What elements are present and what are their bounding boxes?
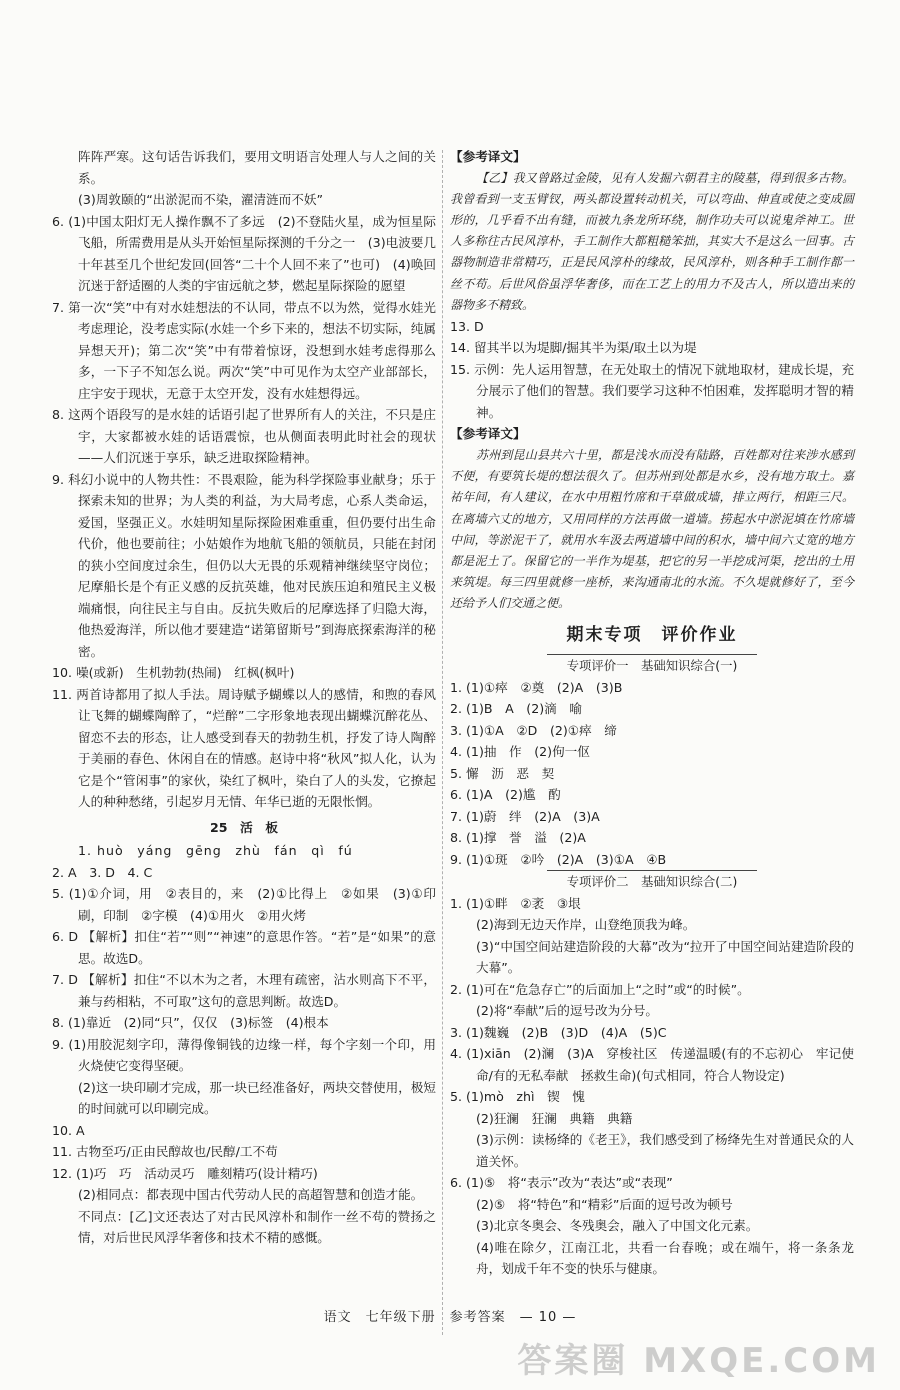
answer-subitem: (3)“中国空间站建造阶段的大幕”改为“拉开了中国空间站建造阶段的大幕”。 xyxy=(476,938,854,976)
answer-subitem: (2)这一块印刷才完成，那一块已经准备好，两块交替使用，极短的时间就可以印刷完成。 xyxy=(78,1079,436,1116)
answer-item: 2. A 3. D 4. C xyxy=(52,864,153,880)
answer-item: 2. (1)可在“危急存亡”的后面加上“之时”或“的时候”。 xyxy=(450,981,750,997)
answer-item: 11. 古物至巧/正由民醇故也/民醇/工不苟 xyxy=(52,1144,278,1159)
answer-item: 8. (1)靠近 (2)同“只”，仅仅 (3)标签 (4)根本 xyxy=(52,1015,329,1030)
right-column xyxy=(450,146,854,1280)
answer-item: 6. (1)⑤ 将“表示”改为“表达”或“表现” xyxy=(450,1175,673,1191)
answer-subitem: (3)周敦颐的“出淤泥而不染，濯清涟而不妖” xyxy=(78,192,323,207)
answer-item: 3. (1)魏巍 (2)B (3)D (4)A (5)C xyxy=(450,1024,667,1040)
answer-subitem: 不同点：[乙]文还表达了对古民风淳朴和制作一丝不苟的赞扬之情，对后世民风浮华奢侈和技术不精的感慨。 xyxy=(78,1208,436,1245)
pinyin-line: 1. huò yáng gēng zhù fán qì fú xyxy=(78,843,353,858)
translation-heading: 【参考译文】 xyxy=(450,426,526,442)
section-subtitle-text: 专项评价一 基础知识综合(一) xyxy=(547,654,758,677)
section-subtitle xyxy=(450,654,854,677)
answer-subitem: (2)⑤ 将“特色”和“精彩”后面的逗号改为顿号 xyxy=(476,1196,733,1212)
answer-subitem: (4)唯在除夕，江南江北，共看一台春晚；或在端午，将一条条龙舟，划成千年不变的快乐与健康。 xyxy=(476,1239,854,1277)
answer-item: 2. (1)B A (2)滴 喻 xyxy=(450,701,582,717)
answer-subitem: (2)狂澜 狂澜 典籍 典籍 xyxy=(476,1110,633,1126)
answer-item: 6. (1)中国太阳灯无人操作飘不了多远 (2)不登陆火星，成为恒星际飞船，所需费用是从头开始恒星际探测的千分之一 (3)电波要几十年甚至几个世纪发回(回答“二十个人回不来了”也可) (4)唤回沉迷于舒适圈的人类的宇宙远航之梦，燃起星际探险的愿望 xyxy=(52,213,436,293)
answer-item: 15. 示例：先人运用智慧，在无处取土的情况下就地取材，建成长堤，充分展示了他们的智慧。我们要学习这种不怕困难，发挥聪明才智的精神。 xyxy=(450,361,854,420)
answer-subitem: (2)将“奉献”后的逗号改为分号。 xyxy=(476,1003,659,1019)
answer-subitem: (3)北京冬奥会、冬残奥会，融入了中国文化元素。 xyxy=(476,1218,759,1234)
watermark-logo: 答案圈 MXQE.COM xyxy=(517,1341,880,1381)
answer-item: 3. (1)①A ②D (2)①瘁 缔 xyxy=(450,722,617,738)
answer-item: 9. (1)①斑 ②吟 (2)A (3)①A ④B xyxy=(450,851,667,867)
answer-item: 5. (1)①介词，用 ②表目的，来 (2)①比得上 ②如果 (3)①印刷，印制 ②字模 (4)①用火 ②用火烤 xyxy=(52,886,436,923)
chapter-title: 25 活 板 xyxy=(210,819,278,835)
translation-paragraph: 苏州到昆山县共六十里，都是浅水而没有陆路，百姓都对往来涉水感到不便，有要筑长堤的想法很久了。但苏州到处都是水乡，没有地方取土。嘉祐年间，有人建议，在水中用粗竹席和干草做成墙，排立两行，相距三尺。在离墙六丈的地方，又用同样的方法再做一道墙。捞起水中淤泥填在竹席墙中间，等淤泥干了，就用水车汲去两道墙中间的积水，墙中间六丈宽的地方都是泥土了。保留它的一半作为堤基，把它的另一半挖成河渠，挖出的土用来筑堤。每三四里就修一座桥，来沟通南北的水流。不久堤就修好了，至今还给予人们交通之便。 xyxy=(450,447,854,611)
answer-item: 13. D xyxy=(450,318,484,334)
answer-continuation: 阵阵严寒。这句话告诉我们，要用文明语言处理人与人之间的关系。 xyxy=(78,149,436,186)
answer-item: 7. 第一次“笑”中有对水娃想法的不认同，带点不以为然，觉得水娃光考虑理论，没考虑实际(水娃一个乡下来的，想法不切实际，纯属异想天开)；第二次“笑”中有带着惊讶，没想到水娃考虑得那么多，一下子不知怎么说。两次“笑”中可见作为太空产业部部长，庄宇安于现状，无意于太空开发，没有水娃想得远。 xyxy=(52,299,436,401)
answer-item: 4. (1)xiān (2)澜 (3)A 穿梭社区 传递温暖(有的不忘初心 牢记使命/有的无私奉献 拯救生命)(句式相同，符合人物设定) xyxy=(450,1046,854,1083)
answer-item: 9. 科幻小说中的人物共性：不畏艰险，能为科学探险事业献身；乐于探索未知的世界；为人类的利益，为大局考虑，心系人类命运，爱国，坚强正义。水娃明知星际探险困难重重，但仍要付出生命代价，他也要前往；小姑娘作为地航飞船的领航员，只能在封闭的狭小空间度过余生，但仍以大无畏的乐观精神继续坚守岗位；尼摩船长是个有正义感的反抗英雄，他对民族压迫和殖民主义极端痛恨，向往民主与自由。反抗失败后的尼摩选择了归隐大海，他热爱海洋，所以他才要建造“诺第留斯号”到海底探索海洋的秘密。 xyxy=(52,471,436,659)
answer-item: 6. D 【解析】扣住“若”“则”“神速”的意思作答。“若”是“如果”的意思。故选D。 xyxy=(52,929,436,966)
answer-item: 5. 懈 沥 恶 契 xyxy=(450,765,555,781)
answer-item: 8. 这两个语段写的是水娃的话语引起了世界所有人的关注，不只是庄宇，大家都被水娃的话语震惊，也从侧面表明此时社会的现状——人们沉迷于享乐，缺乏进取探险精神。 xyxy=(52,407,436,465)
answer-item: 12. (1)巧 巧 活动灵巧 雕刻精巧(设计精巧) xyxy=(52,1165,318,1181)
section-title: 期末专项 评价作业 xyxy=(566,624,738,645)
section-subtitle xyxy=(450,870,854,893)
translation-heading: 【参考译文】 xyxy=(450,149,526,164)
answer-item: 7. D 【解析】扣住“不以木为之者，木理有疏密，沾水则高下不平，兼与药相粘，不可取”这句的意思判断。故选D。 xyxy=(52,972,436,1009)
translation-paragraph: 【乙】我又曾路过金陵，见有人发掘六朝君主的陵墓，得到很多古物。我曾看到一支玉臂钗，两头都设置转动机关，可以弯曲、伸直或使之变成圆形的，几乎看不出有缝，而被九条龙所环绕，制作功夫可以说鬼斧神工。世人多称往古民风淳朴，手工制作大都粗糙笨拙，其实大不是这么一回事。古器物制造非常精巧，正是民风淳朴的缘故，民风淳朴，则各种手工制作都一丝不苟。后世风俗虽浮华奢侈，而在工艺上的用力不及古人，所以造出来的器物多不精致。 xyxy=(450,170,854,312)
answer-subitem: (2)相同点：都表现中国古代劳动人民的高超智慧和创造才能。 xyxy=(78,1187,424,1202)
section-subtitle-text: 专项评价二 基础知识综合(二) xyxy=(547,870,758,893)
answer-item: 5. (1)mò zhì 锲 愧 xyxy=(450,1089,585,1105)
answer-subitem: (3)示例：读杨绛的《老王》，我们感受到了杨绛先生对普通民众的人道关怀。 xyxy=(476,1132,854,1169)
answer-item: 7. (1)蔚 绊 (2)A (3)A xyxy=(450,808,600,824)
answer-item: 10. 噪(或新) 生机勃勃(热闹) 红枫(枫叶) xyxy=(52,665,295,680)
answer-item: 1. (1)①畔 ②袤 ③垠 xyxy=(450,895,581,911)
answer-item: 14. 留其半以为堤脚/掘其半为渠/取土以为堤 xyxy=(450,340,697,356)
left-column xyxy=(52,146,436,1249)
answer-item: 8. (1)撑 誉 溢 (2)A xyxy=(450,830,586,846)
answer-item: 6. (1)A (2)尴 酌 xyxy=(450,787,561,803)
column-divider xyxy=(442,150,443,1335)
answer-item: 4. (1)抽 作 (2)佝一伛 xyxy=(450,744,590,760)
answer-item: 1. (1)①瘁 ②奠 (2)A (3)B xyxy=(450,679,623,695)
answer-item: 11. 两首诗都用了拟人手法。周诗赋予蝴蝶以人的感情，和煦的春风让飞舞的蝴蝶陶醉了，“烂醉”二字形象地表现出蝴蝶沉醉花丛、留恋不去的形态，让人感受到春天的勃勃生机，抒发了诗人陶醉于美丽的春色、休闲自在的情感。赵诗中将“秋风”拟人化，认为它是个“管闲事”的家伙，染红了枫叶，染白了人的头发，它撩起人的种种愁绪，引起岁月无情、年华已逝的无限怅惘。 xyxy=(52,686,436,809)
answer-item: 9. (1)用胶泥刻字印，薄得像铜钱的边缘一样，每个字刻一个印，用火烧使它变得坚硬。 xyxy=(52,1036,436,1073)
page-footer: 语文 七年级下册 参考答案 — 10 — xyxy=(323,1310,577,1325)
answer-subitem: (2)海到无边天作岸，山登绝顶我为峰。 xyxy=(476,917,696,933)
answer-item: 10. A xyxy=(52,1122,85,1138)
